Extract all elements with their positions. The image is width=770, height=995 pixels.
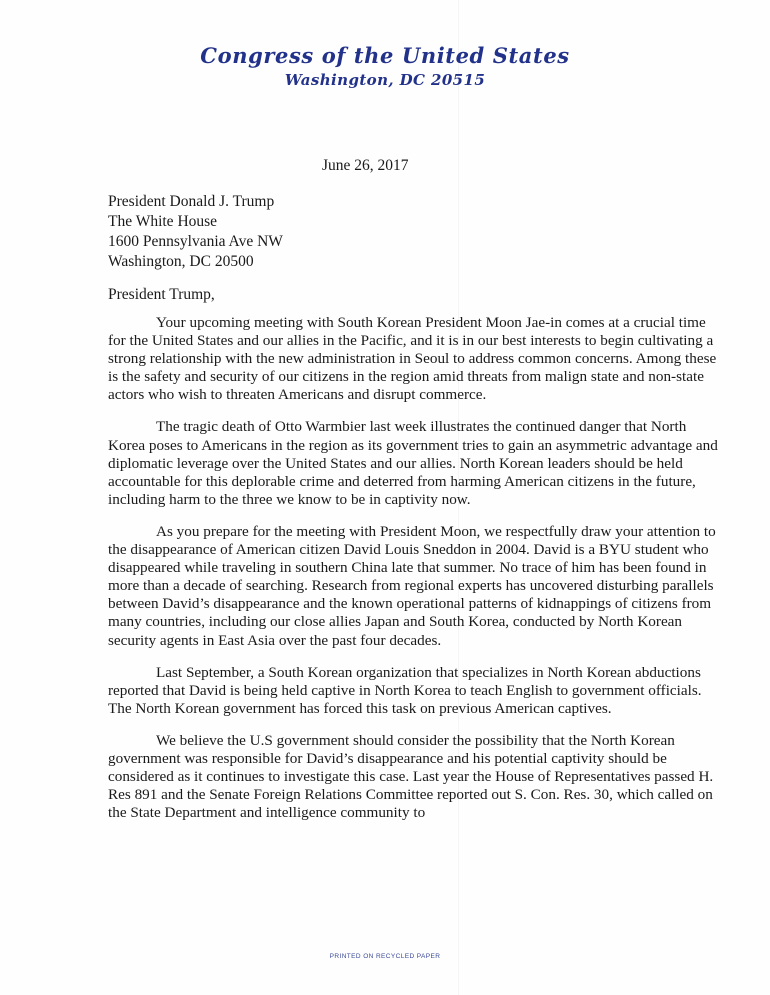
- body-paragraph: Last September, a South Korean organization that specializes in North Korean abductions reported that David is being held captive in North Korea to teach English to government officials. The North Korean government has forced this task on previous American captives.: [108, 663, 702, 717]
- letterhead-title: Congress of the United States: [200, 43, 570, 68]
- body-paragraph: As you prepare for the meeting with President Moon, we respectfully draw your attention to the disappearance of American citizen David Louis Sneddon in 2004. David is a BYU student who disappeared while traveling in southern China late that summer. No trace of him has been found in more than a decade of searching. Research from regional experts has uncovered disturbing parallels between David’s disappearance and the known operational patterns of kidnappings of citizens from many countries, including our close allies Japan and South Korea, conducted by North Korean security agents in East Asia over the past four decades.: [108, 522, 716, 649]
- body-paragraph: Your upcoming meeting with South Korean President Moon Jae-in comes at a crucial time for the United States and our allies in the Pacific, and it is in our best interests to begin cultivating a strong relationship with the new administration in Seoul to address common concerns. Among these is the safety and security of our citizens in the region amid threats from malign state and non-state actors who wish to threaten Americans and disrupt commerce.: [108, 314, 717, 404]
- letterhead-address: Washington, DC 20515: [284, 71, 486, 89]
- letterhead: [0, 44, 770, 90]
- recipient-city: Washington, DC 20500: [108, 253, 254, 270]
- recipient-address: [108, 192, 283, 272]
- recipient-name: President Donald J. Trump: [108, 193, 275, 210]
- body-paragraph: The tragic death of Otto Warmbier last week illustrates the continued danger that North Korea poses to Americans in the region as its government tries to gain an asymmetric advantage and diplomatic leverage over the United States and our allies. North Korean leaders should be held accountable for this deplorable crime and deterred from harming American citizens in the future, including harm to the three we know to be in captivity now.: [108, 418, 718, 508]
- body-paragraph: We believe the U.S government should consider the possibility that the North Korean government was responsible for David’s disappearance and his potential captivity should be considered as it continues to investigate this case. Last year the House of Representatives passed H. Res 891 and the Senate Foreign Relations Committee reported out S. Con. Res. 30, which called on the State Department and intelligence community to: [108, 731, 714, 822]
- salutation: President Trump,: [108, 286, 215, 303]
- recipient-street: 1600 Pennsylvania Ave NW: [108, 233, 283, 250]
- letter-body: [108, 314, 720, 836]
- recycled-paper-footer: PRINTED ON RECYCLED PAPER: [329, 953, 441, 960]
- letter-date: June 26, 2017: [322, 157, 409, 174]
- recipient-organization: The White House: [108, 213, 218, 230]
